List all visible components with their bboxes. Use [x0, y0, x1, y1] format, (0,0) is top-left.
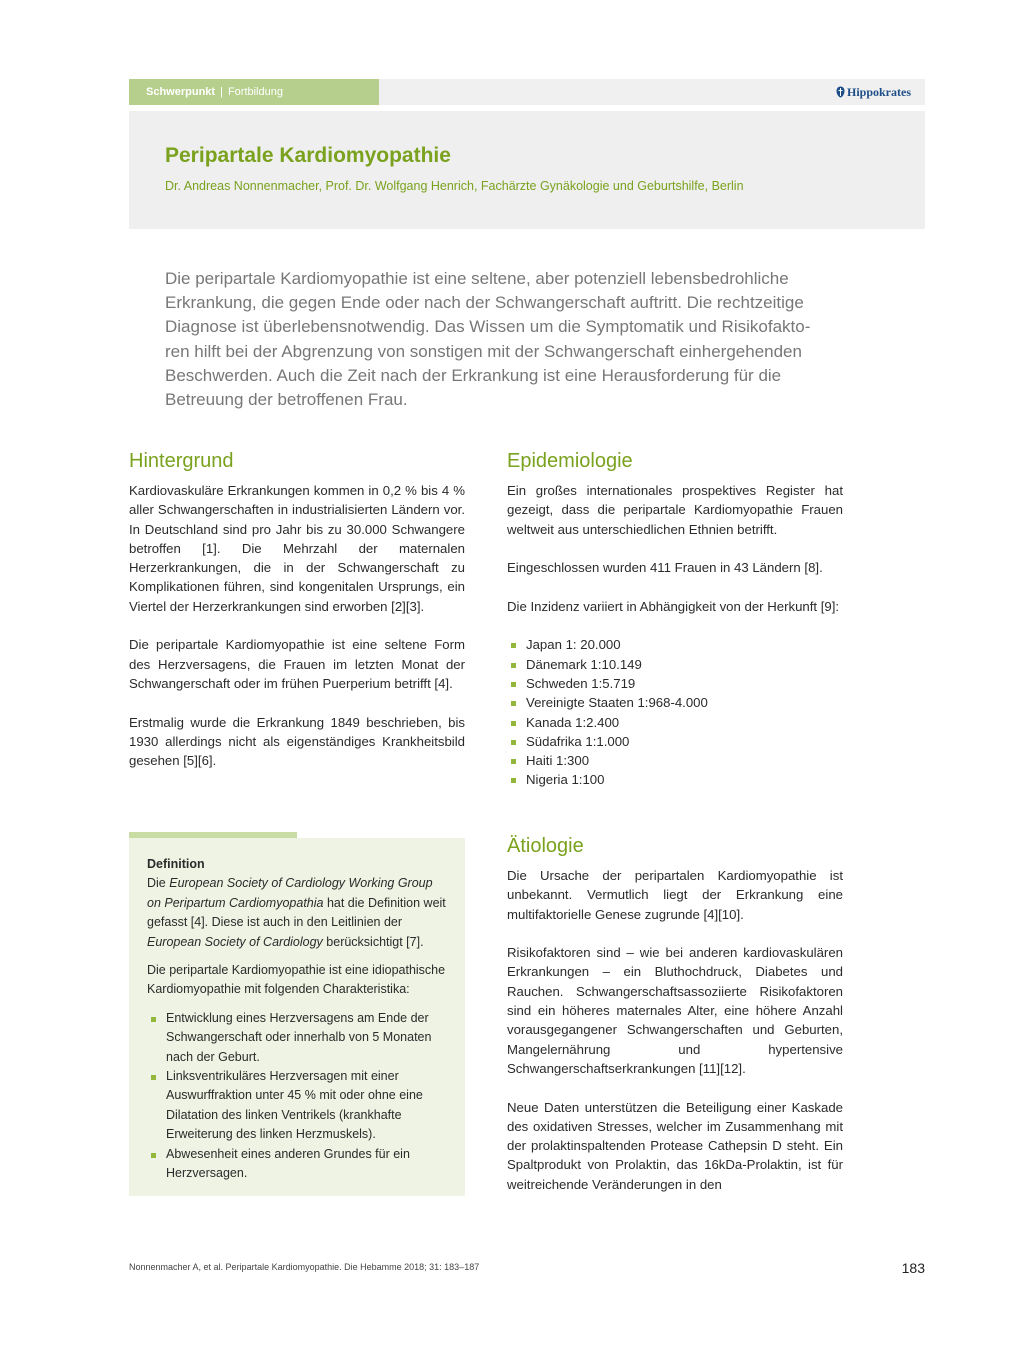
heading-aetiologie: Ätiologie — [507, 835, 584, 857]
definition-intro-emphasis: European Society of Cardiology — [147, 934, 323, 949]
definition-intro-text: hat die Definition weit gefasst [4]. Diese ist auch in den Leitlinien der — [147, 895, 446, 930]
definition-intro — [147, 874, 447, 952]
epidemiologie-text — [507, 481, 843, 790]
publisher-logo — [836, 79, 911, 105]
heading-hintergrund: Hintergrund — [129, 450, 234, 472]
section-label — [129, 79, 379, 105]
definition-intro-text: Die — [147, 876, 170, 891]
list-item: Dänemark 1:10.149 — [507, 655, 843, 674]
list-item: Vereinigte Staaten 1:968-4.000 — [507, 693, 843, 712]
paragraph: Neue Daten unterstützen die Beteiligung einer Kaskade des oxidativen Stresses, welcher im Zusammenhang mit der prolaktinspaltenden Protease Cathepsin D steht. Ein Spaltprodukt von Prolaktin, das 16kDa-Prolaktin, ist für weitreichende Veränderungen in den — [507, 1099, 843, 1192]
paragraph: Eingeschlossen wurden 411 Frauen in 43 Ländern [8]. — [507, 560, 823, 576]
aetiologie-text — [507, 866, 843, 1194]
list-item: Südafrika 1:1.000 — [507, 732, 843, 751]
paragraph: Ein großes internationales prospektives Register hat gezeigt, dass die peripartale Kardiomyopathie Frauen weltweit aus unterschiedlichen Ethnien betrifft. — [507, 483, 843, 537]
title-box — [129, 111, 925, 229]
abstract-line: Betreuung der betroffenen Frau. — [165, 390, 408, 410]
definition-lead: Die peripartale Kardiomyopathie ist eine idiopathische Kardiomyopathie mit folgenden Charakteristika: — [147, 963, 446, 997]
page-number: 183 — [901, 1260, 925, 1276]
definition-box — [129, 838, 465, 1196]
hippokrates-logo-icon — [836, 86, 845, 98]
abstract-line: Die peripartale Kardiomyopathie ist eine seltene, aber potenziell lebensbedrohliche — [165, 269, 789, 288]
abstract-line: Beschwerden. Auch die Zeit nach der Erkrankung ist eine Herausforderung für die — [165, 365, 782, 385]
list-item: Haiti 1:300 — [507, 751, 843, 770]
section-separator: | — [220, 86, 223, 98]
paragraph: Kardiovaskuläre Erkrankungen kommen in 0,2 % bis 4 % aller Schwangerschaften in industrialisierten Ländern vor. In Deutschland sind pro Jahr bis zu 30.000 Schwangere betroffen [1]. Die Mehrzahl der maternalen Herzerkrankungen, die in der Schwangerschaft zu Komplikationen führen, sind kongenitalen Ursprungs, ein Viertel der Herzerkrankungen sind erworben [2][3]. — [129, 483, 465, 614]
incidence-list — [507, 635, 843, 789]
heading-epidemiologie: Epidemiologie — [507, 450, 633, 472]
list-item: Kanada 1:2.400 — [507, 713, 843, 732]
list-item: Entwicklung eines Herzversagens am Ende der Schwangerschaft oder innerhalb von 5 Monaten nach der Geburt. — [147, 1009, 447, 1067]
definition-title: Definition — [147, 857, 205, 871]
brand-name: Hippokrates — [846, 85, 911, 99]
definition-intro-text: berücksichtigt [7]. — [322, 934, 424, 949]
abstract-line: ren hilft bei der Abgrenzung von sonstigen mit der Schwangerschaft einhergehenden — [165, 341, 802, 361]
paragraph: Die Inzidenz variiert in Abhängigkeit von der Herkunft [9]: — [507, 598, 840, 614]
article-authors: Dr. Andreas Nonnenmacher, Prof. Dr. Wolfgang Henrich, Fachärzte Gynäkologie und Geburtshilfe, Berlin — [165, 179, 744, 193]
article-title: Peripartale Kardiomyopathie — [165, 144, 451, 167]
list-item: Japan 1: 20.000 — [507, 635, 843, 654]
list-item: Linksventrikuläres Herzversagen mit einer Auswurffraktion unter 45 % mit oder ohne eine Dilatation des linken Ventrikels (krankhafte Erweiterung des linken Herzmuskels). — [147, 1067, 447, 1145]
abstract-line: Diagnose ist überlebensnotwendig. Das Wissen um die Symptomatik und Risikofakto- — [165, 317, 811, 337]
subsection-name: Fortbildung — [227, 86, 283, 98]
footer-citation: Nonnenmacher A, et al. Peripartale Kardiomyopathie. Die Hebamme 2018; 31: 183–187 — [129, 1262, 480, 1272]
abstract-line: Erkrankung, die gegen Ende oder nach der Schwangerschaft auftritt. Die rechtzeitige — [165, 293, 804, 313]
paragraph: Erstmalig wurde die Erkrankung 1849 beschrieben, bis 1930 allerdings nicht als eigenständiges Krankheitsbild gesehen [5][6]. — [129, 714, 465, 769]
definition-list — [147, 1009, 447, 1184]
paragraph: Risikofaktoren sind – wie bei anderen kardiovaskulären Erkrankungen – ein Bluthochdruck, Diabetes und Rauchen. Schwangerschaftsassoziierte Risikofaktoren sind ein höheres maternales Alter, eine höhere Anzahl vorausgegangener Schwangerschaften und Geburten, Mangelernährung und hypertensive Schwangerschaftserkrankungen [11][12]. — [507, 945, 843, 1076]
header-bar — [129, 79, 925, 105]
article-abstract — [165, 267, 845, 412]
section-name: Schwerpunkt — [146, 86, 216, 98]
list-item: Schweden 1:5.719 — [507, 674, 843, 693]
paragraph: Die Ursache der peripartalen Kardiomyopathie ist unbekannt. Vermutlich liegt der Erkrankung eine multifaktorielle Genese zugrunde [4][10]. — [507, 868, 843, 922]
list-item: Abwesenheit eines anderen Grundes für ein Herzversagen. — [147, 1145, 447, 1184]
definition-intro-emphasis: European Society of Cardiology Working Group on Peripartum Cardiomyopathia — [147, 876, 433, 910]
hintergrund-text — [129, 481, 465, 770]
paragraph: Die peripartale Kardiomyopathie ist eine seltene Form des Herzversagens, die Frauen im letzten Monat der Schwangerschaft oder im frühen Puerperium betrifft [4]. — [129, 637, 465, 691]
list-item: Nigeria 1:100 — [507, 770, 843, 789]
